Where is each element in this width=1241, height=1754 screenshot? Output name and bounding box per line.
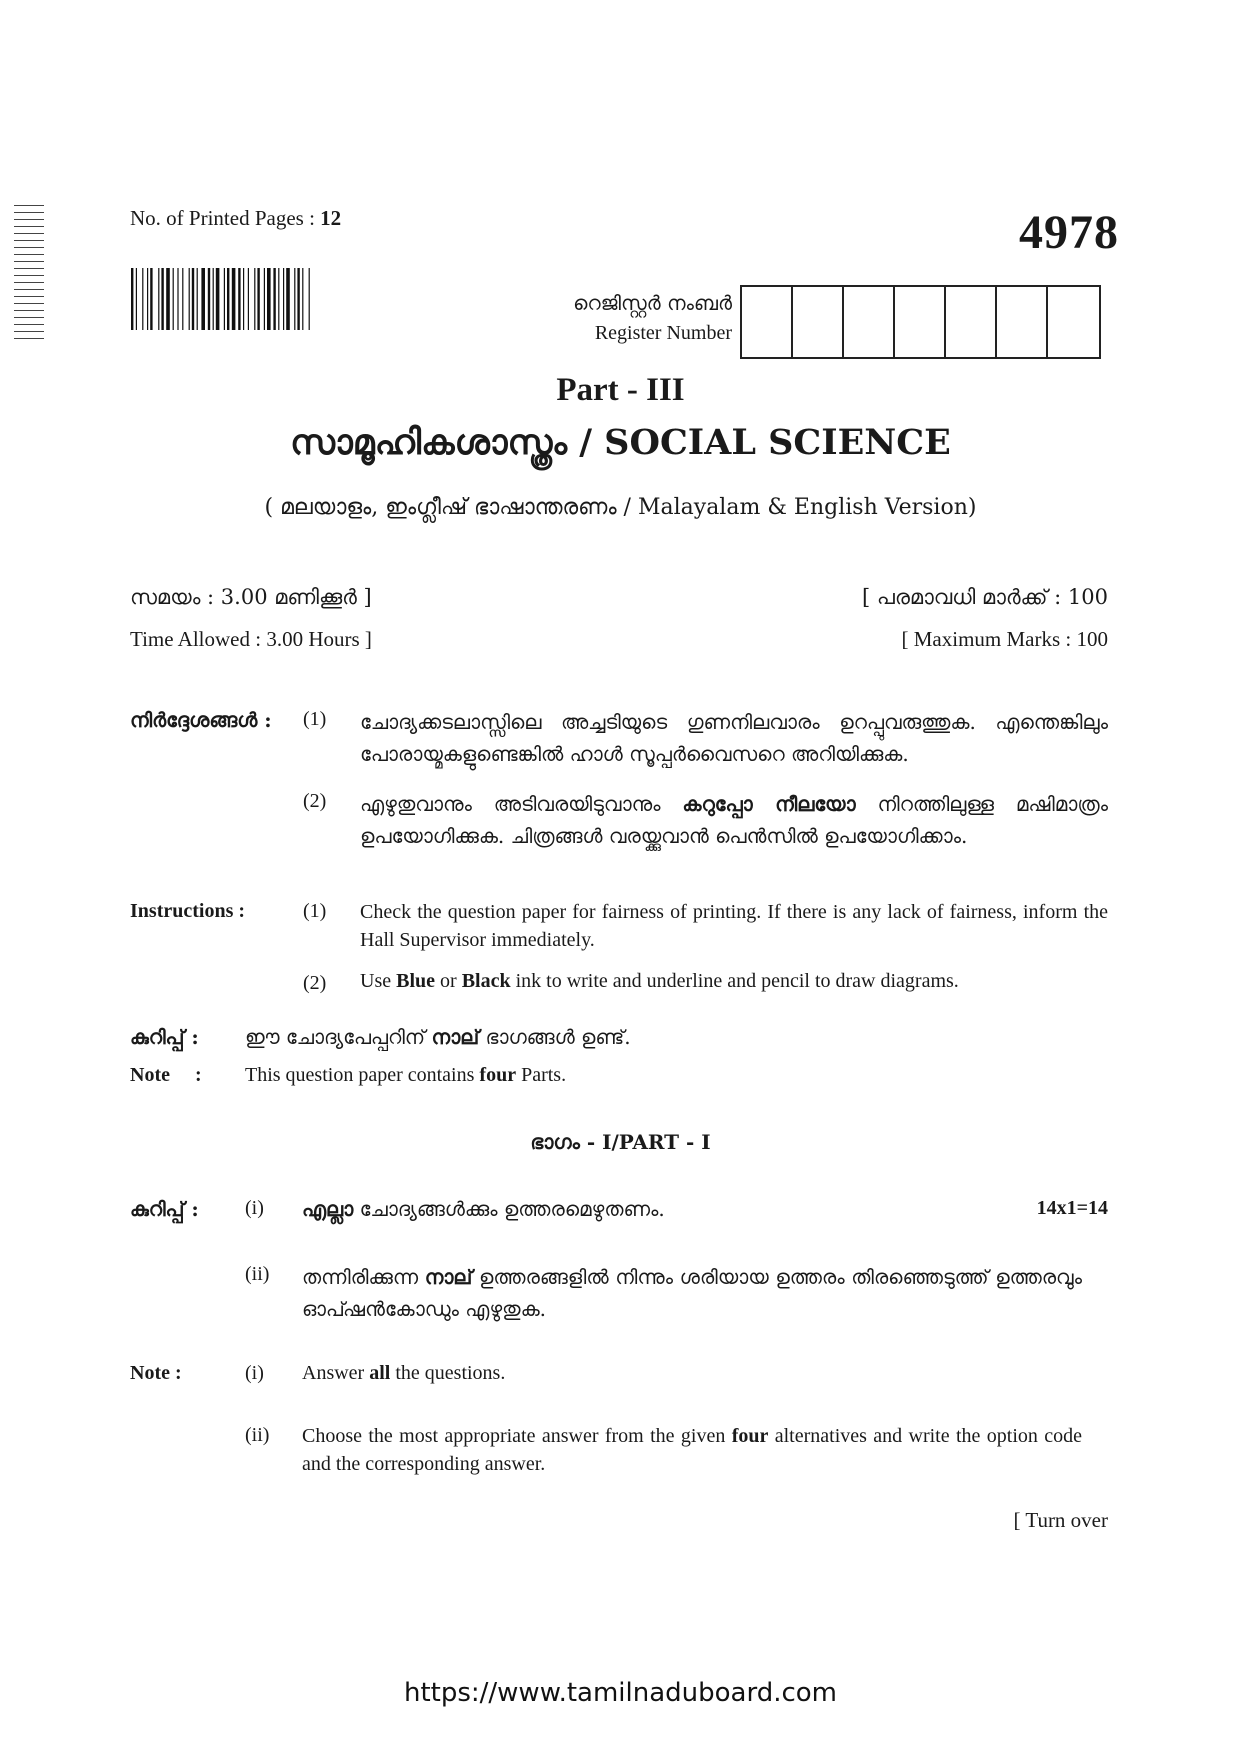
register-digit-box[interactable] bbox=[895, 287, 946, 357]
maximum-marks-ml: [ പരമാവധി മാർക്ക് : 100 bbox=[862, 585, 1108, 609]
part-note-en-i: Answer all the questions. bbox=[302, 1362, 506, 1384]
note-text-ml: ഈ ചോദ്യപേപ്പറിന് നാല് ഭാഗങ്ങൾ ഉണ്ട്. bbox=[245, 1025, 631, 1049]
register-digit-box[interactable] bbox=[793, 287, 844, 357]
footer-url[interactable]: https://www.tamilnaduboard.com bbox=[403, 1678, 838, 1708]
part-note-en-ii: Choose the most appropriate answer from the given four alternatives and write the option code and the corresponding answer. bbox=[302, 1425, 1083, 1475]
maximum-marks-en: [ Maximum Marks : 100 bbox=[901, 627, 1108, 651]
register-digit-box[interactable] bbox=[997, 287, 1048, 357]
version-note: ( മലയാളം, ഇംഗ്ലീഷ് ഭാഷാന്തരണം / Malayalam & English Version) bbox=[264, 495, 977, 520]
instruction-ml-1: ചോദ്യക്കടലാസ്സിലെ അച്ചടിയുടെ ഗുണനിലവാരം ഉറപ്പുവരുത്തുക. എന്തെങ്കിലും പോരായ്മകളുണ്ടെങ്കിൽ ഹാൾ സൂപ്പർവൈസറെ അറിയിക്കുക. bbox=[360, 710, 1108, 766]
turn-over-note: [ Turn over bbox=[1013, 1508, 1108, 1532]
register-digit-box[interactable] bbox=[742, 287, 793, 357]
part-note-label-en: Note : bbox=[130, 1362, 182, 1384]
part-note-ml-ii: തന്നിരിക്കുന്ന നാല് ഉത്തരങ്ങളിൽ നിന്നും ശരിയായ ഉത്തരം തിരഞ്ഞെടുത്ത് ഉത്തരവും ഓപ്ഷൻകോഡും എഴുതുക. bbox=[302, 1265, 1082, 1321]
note-item-number: (ii) bbox=[245, 1424, 270, 1446]
register-number-boxes[interactable] bbox=[740, 285, 1101, 359]
instruction-number: (2) bbox=[303, 972, 327, 994]
marks-scheme: 14x1=14 bbox=[1036, 1197, 1108, 1219]
instructions-label-ml: നിർദ്ദേശങ്ങൾ : bbox=[130, 708, 272, 732]
instruction-ml-2: എഴുതുവാനും അടിവരയിടുവാനും കറുപ്പോ നീലയോ നിറത്തിലുള്ള മഷിമാത്രം ഉപയോഗിക്കുക. ചിത്രങ്ങൾ വരയ്ക്കുവാൻ പെൻസിൽ ഉപയോഗിക്കാം. bbox=[360, 792, 1108, 848]
printed-pages: No. of Printed Pages : 12 bbox=[130, 206, 342, 230]
margin-ruling-marks bbox=[14, 205, 44, 355]
instruction-number: (1) bbox=[303, 900, 327, 922]
part-note-ml-i: എല്ലാ ചോദ്യങ്ങൾക്കും ഉത്തരമെഴുതണം. bbox=[302, 1197, 665, 1221]
register-label-ml: റെജിസ്റ്റർ നംബർ bbox=[573, 291, 732, 315]
time-allowed-en: Time Allowed : 3.00 Hours ] bbox=[130, 627, 372, 651]
register-digit-box[interactable] bbox=[946, 287, 997, 357]
instruction-en-2: Use Blue or Black ink to write and underline and pencil to draw diagrams. bbox=[360, 970, 959, 992]
part-note-label-ml: കുറിപ്പ് : bbox=[130, 1197, 199, 1221]
barcode bbox=[131, 268, 419, 330]
note-item-number: (ii) bbox=[245, 1263, 270, 1285]
instructions-label-en: Instructions : bbox=[130, 900, 246, 922]
note-item-number: (i) bbox=[245, 1197, 264, 1219]
register-digit-box[interactable] bbox=[844, 287, 895, 357]
part-title: Part - III bbox=[556, 372, 685, 408]
paper-code: 4978 bbox=[1019, 206, 1119, 259]
instruction-number: (1) bbox=[303, 708, 327, 730]
instruction-number: (2) bbox=[303, 790, 327, 812]
time-allowed-ml: സമയം : 3.00 മണിക്കൂർ ] bbox=[130, 585, 372, 609]
section-title: ഭാഗം - I/PART - I bbox=[530, 1130, 711, 1154]
register-digit-box[interactable] bbox=[1048, 287, 1099, 357]
register-label-en: Register Number bbox=[594, 322, 732, 344]
register-number-label bbox=[520, 288, 732, 348]
note-label-en: Note : bbox=[130, 1064, 202, 1086]
instruction-en-1: Check the question paper for fairness of printing. If there is any lack of fairness, inform the Hall Supervisor immediately. bbox=[360, 901, 1108, 951]
subject-title: സാമൂഹികശാസ്ത്രം / SOCIAL SCIENCE bbox=[290, 422, 951, 463]
note-text-en: This question paper contains four Parts. bbox=[245, 1064, 567, 1086]
note-label-ml: കുറിപ്പ് : bbox=[130, 1025, 199, 1049]
note-item-number: (i) bbox=[245, 1362, 264, 1384]
